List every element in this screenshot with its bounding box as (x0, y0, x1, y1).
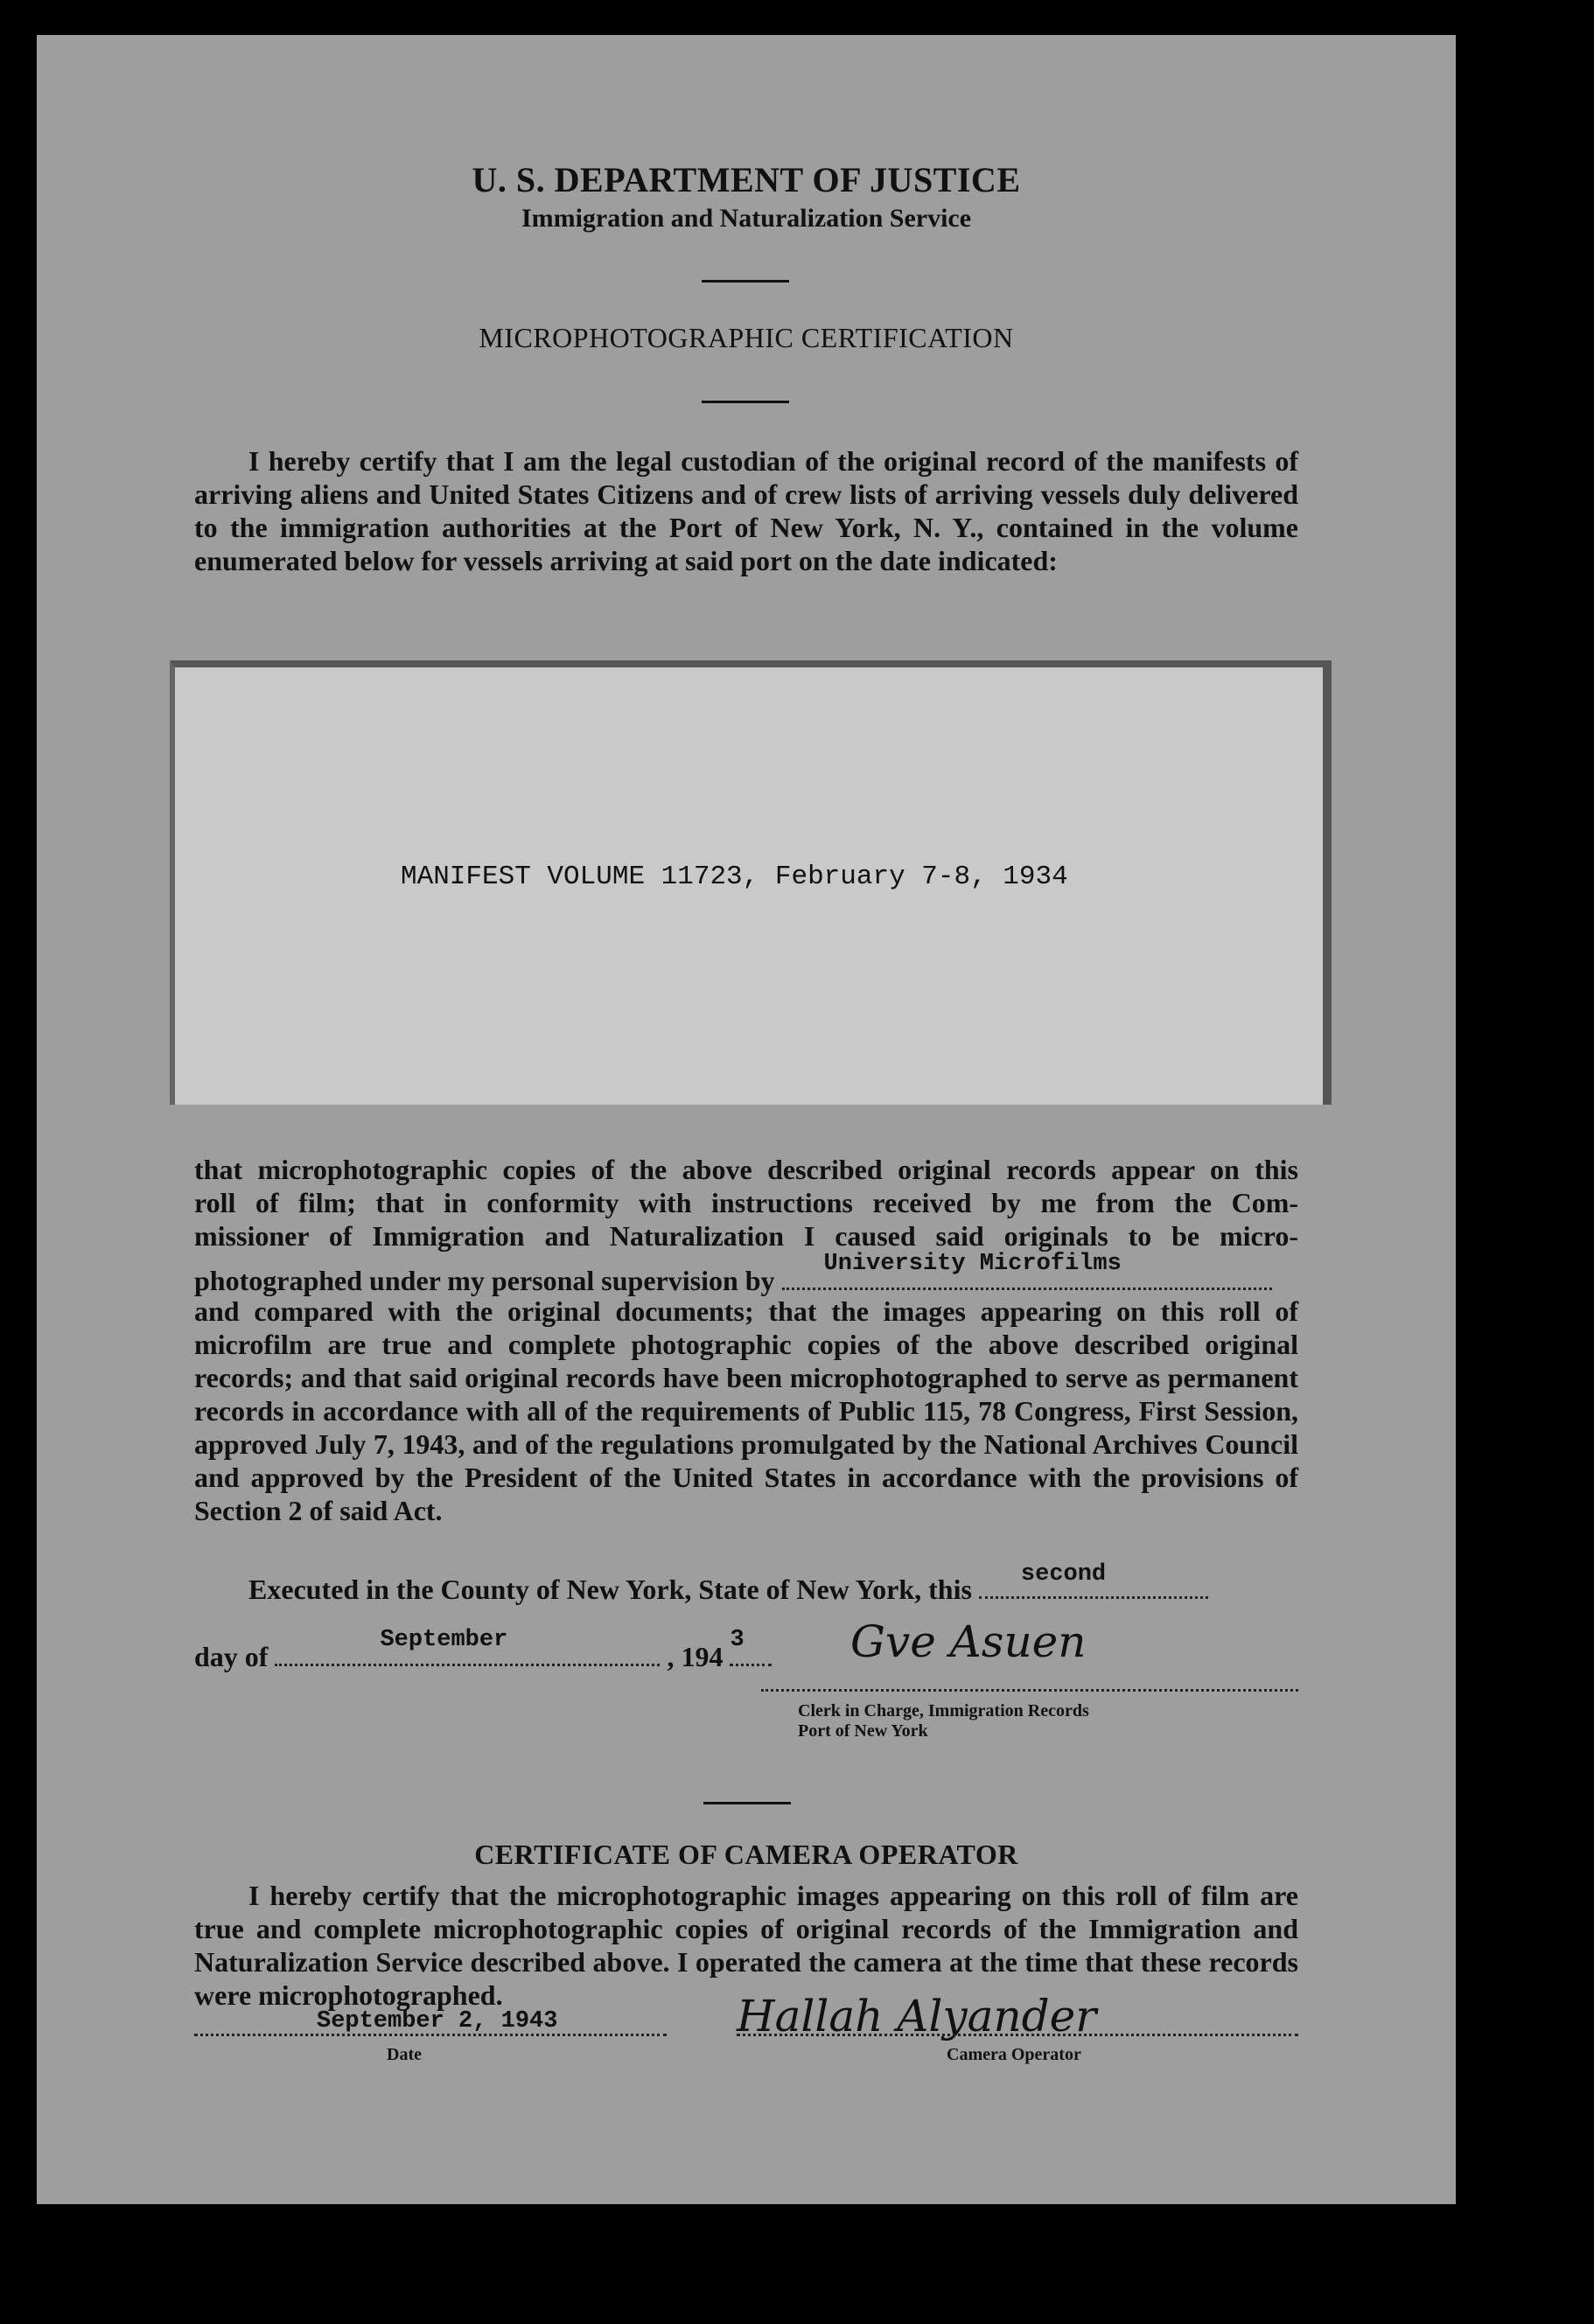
year-value: 3 (730, 1627, 745, 1653)
body-line-2: roll of film; that in conformity with instructions received by me from the Com- (194, 1187, 1298, 1218)
camera-date-label: Date (387, 2045, 422, 2064)
body-line-3: missioner of Immigration and Naturalization I caused said originals to be micro- (194, 1220, 1298, 1252)
executed-field (979, 1561, 1208, 1599)
camera-date-value: September 2, 1943 (317, 2008, 558, 2034)
supervision-line (194, 1251, 1298, 1297)
body-paragraph-start (194, 1153, 1298, 1253)
camera-operator-line (737, 2034, 1298, 2036)
clerk-title-line-2: Port of New York (798, 1721, 928, 1741)
supervision-prefix: photographed under my personal supervision by (194, 1265, 775, 1296)
clerk-title-line-1: Clerk in Charge, Immigration Records (798, 1701, 1089, 1720)
year-prefix: , 194 (667, 1641, 724, 1672)
executed-value: second (1020, 1561, 1107, 1588)
divider-bottom (703, 1802, 791, 1804)
certificate-sheet (37, 35, 1456, 2204)
year-field (730, 1627, 772, 1666)
date-line (194, 1627, 772, 1673)
certification-title: MICROPHOTOGRAPHIC CERTIFICATION (479, 322, 1014, 353)
clerk-signature: Gve Asuen (850, 1616, 1087, 1667)
manifest-volume-text: MANIFEST VOLUME 11723, February 7-8, 1934 (401, 862, 1068, 892)
intro-paragraph: I hereby certify that I am the legal custodian of the original record of the manifests of arriving aliens and United States Citizens and of crew lists of arriving vessels duly delivered to the immigration authorities at the Port of New York, N. Y., contained in the volume enumerated below for vessels arriving at said port on the date indicated: (194, 445, 1298, 576)
divider-top (702, 280, 789, 283)
executed-line (248, 1561, 1298, 1606)
executed-prefix: Executed in the County of New York, State of New York, this (248, 1574, 972, 1605)
day-prefix: day of (194, 1641, 269, 1672)
body-line-1: that microphotographic copies of the above described original records appear on this (194, 1154, 1298, 1185)
department-heading: U. S. DEPARTMENT OF JUSTICE (472, 160, 1021, 199)
manifest-slip (170, 660, 1332, 1105)
camera-operator-label: Camera Operator (947, 2045, 1081, 2064)
camera-paragraph: I hereby certify that the microphotographic images appearing on this roll of film are true and complete microphotographic copies of original records of the Immigration and Naturalization Service described above. I operated the camera at the time that these records were microphotographed. (194, 1880, 1298, 2011)
clerk-signature-line (761, 1689, 1298, 1692)
supervision-field (782, 1251, 1272, 1290)
supervision-value: University Microfilms (823, 1251, 1122, 1277)
service-subheading: Immigration and Naturalization Service (521, 204, 972, 233)
camera-operator-signature: Hallah Alyander (737, 1991, 1097, 2041)
month-field (275, 1627, 660, 1666)
body-paragraph-rest: and compared with the original documents; that the images appearing on this roll of microfilm are true and complete photographic copies of the above described original records; and that said original records have been microphotographed to serve as permanent records in accordance with all of the requirements of Public 115, 78 Congress, First Session, approved July 7, 1943, and of the regulations promulgated by the National Archives Council and approved by the President of the United States in accordance with the provisions of Section 2 of said Act. (194, 1295, 1298, 1526)
month-value: September (380, 1627, 508, 1653)
camera-certificate-title: CERTIFICATE OF CAMERA OPERATOR (474, 1839, 1018, 1870)
divider-middle (702, 401, 789, 403)
